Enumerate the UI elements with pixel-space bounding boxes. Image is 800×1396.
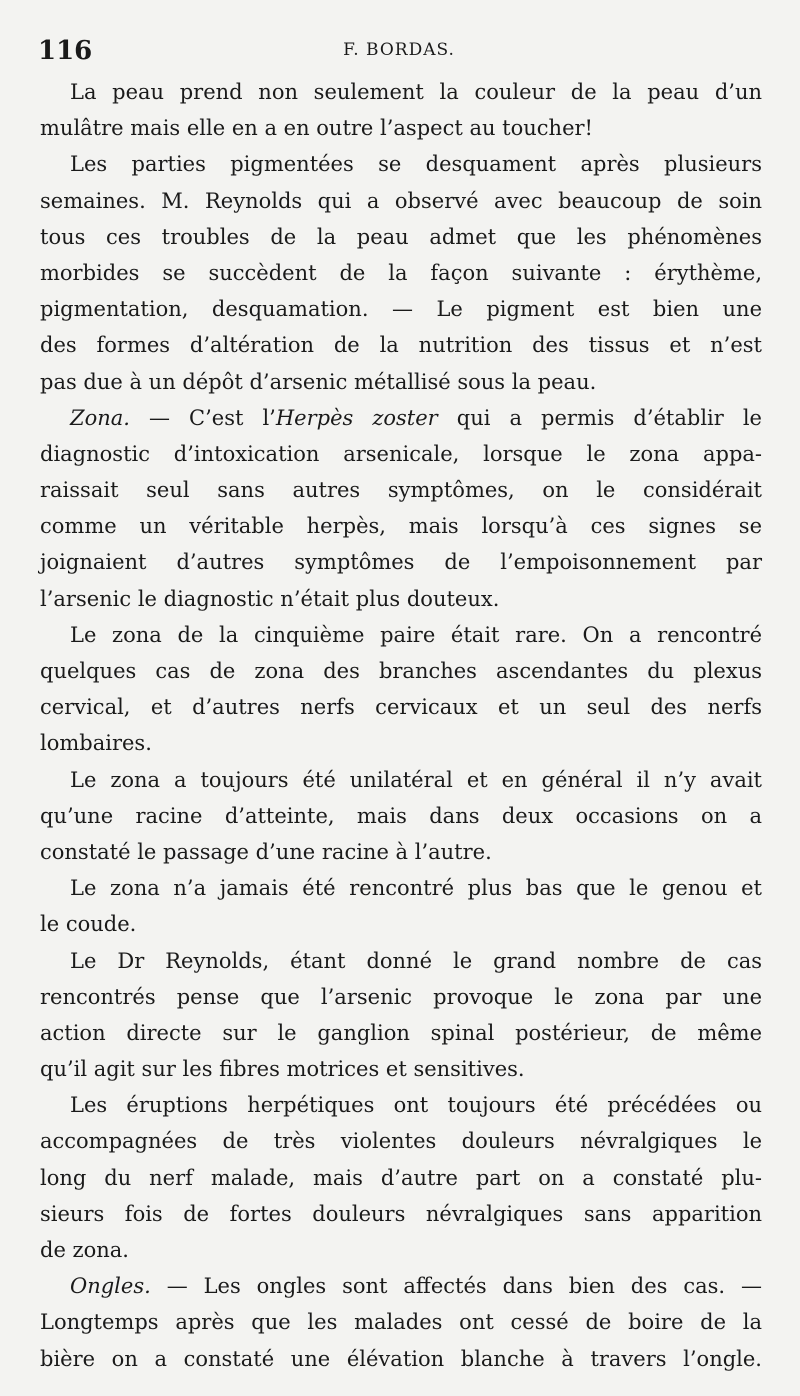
text-line: des formes d’altération de la nutrition des tissus et n’est bbox=[40, 333, 762, 358]
italic-term: Zona. bbox=[70, 405, 130, 430]
text-line: morbides se succèdent de la façon suivante : érythème, bbox=[40, 260, 762, 285]
text-line: sieurs fois de fortes douleurs névralgiques sans apparition bbox=[40, 1201, 762, 1226]
text-line: de zona. bbox=[40, 1238, 129, 1262]
line-segment: — Les ongles sont affectés dans bien des cas. — bbox=[150, 1274, 762, 1299]
text-line: raissait seul sans autres symptômes, on le considérait bbox=[40, 478, 762, 503]
text-line: qu’il agit sur les fibres motrices et sensitives. bbox=[40, 1057, 525, 1082]
text-line: l’arsenic le diagnostic n’était plus douteux. bbox=[40, 586, 500, 611]
running-head: F. BORDAS. bbox=[343, 40, 455, 60]
page-header bbox=[38, 36, 760, 66]
line-segment: — C’est l’ bbox=[129, 405, 276, 430]
text-line: joignaient d’autres symptômes de l’empoisonnement par bbox=[40, 550, 762, 575]
text-line: Le zona de la cinquième paire était rare. On a rencontré bbox=[70, 622, 762, 647]
text-line: Le Dr Reynolds, étant donné le grand nombre de cas bbox=[70, 948, 762, 973]
text-line: pigmentation, desquamation. — Le pigment est bien une bbox=[40, 297, 762, 322]
text-line: bière on a constaté une élévation blanche à travers l’ongle. bbox=[40, 1346, 762, 1371]
text-line bbox=[40, 1268, 762, 1304]
text-line: Les parties pigmentées se desquament après plusieurs bbox=[70, 152, 762, 177]
text-line: diagnostic d’intoxication arsenicale, lorsque le zona appa- bbox=[40, 441, 762, 466]
text-line: pas due à un dépôt d’arsenic métallisé sous la peau. bbox=[40, 369, 597, 394]
text-line: cervical, et d’autres nerfs cervicaux et un seul des nerfs bbox=[40, 695, 762, 720]
italic-term: Ongles. bbox=[70, 1274, 151, 1299]
line-segment: qui a permis d’établir le bbox=[437, 405, 762, 430]
text-line: quelques cas de zona des branches ascendantes du plexus bbox=[40, 659, 762, 683]
text-line: accompagnées de très violentes douleurs névralgiques le bbox=[40, 1129, 762, 1154]
text-line: lombaires. bbox=[40, 731, 152, 756]
text-line: Les éruptions herpétiques ont toujours été précédées ou bbox=[70, 1093, 762, 1118]
text-line: qu’une racine d’atteinte, mais dans deux occasions on a bbox=[40, 803, 762, 828]
text-line bbox=[40, 400, 762, 436]
text-line: comme un véritable herpès, mais lorsqu’à ces signes se bbox=[40, 514, 762, 539]
text-line: constaté le passage d’une racine à l’autre. bbox=[40, 839, 492, 864]
body-text bbox=[40, 74, 762, 1377]
text-line: action directe sur le ganglion spinal postérieur, de même bbox=[40, 1020, 762, 1045]
text-line: La peau prend non seulement la couleur de la peau d’un bbox=[70, 80, 762, 104]
text-line: tous ces troubles de la peau admet que les phénomènes bbox=[40, 224, 762, 249]
text-line: long du nerf malade, mais d’autre part on a constaté plu- bbox=[40, 1165, 762, 1190]
text-line: rencontrés pense que l’arsenic provoque le zona par une bbox=[40, 984, 762, 1009]
page-number: 116 bbox=[38, 36, 93, 66]
text-line: semaines. M. Reynolds qui a observé avec beaucoup de soin bbox=[40, 188, 762, 213]
text-line: Le zona a toujours été unilatéral et en général il n’y avait bbox=[70, 767, 762, 792]
text-line: Le zona n’a jamais été rencontré plus bas que le genou et bbox=[70, 876, 762, 901]
text-line: le coude. bbox=[40, 912, 137, 937]
italic-term: Herpès zoster bbox=[275, 405, 438, 430]
text-line: mulâtre mais elle en a en outre l’aspect au toucher! bbox=[40, 116, 593, 141]
text-line: Longtemps après que les malades ont cessé de boire de la bbox=[40, 1310, 762, 1335]
